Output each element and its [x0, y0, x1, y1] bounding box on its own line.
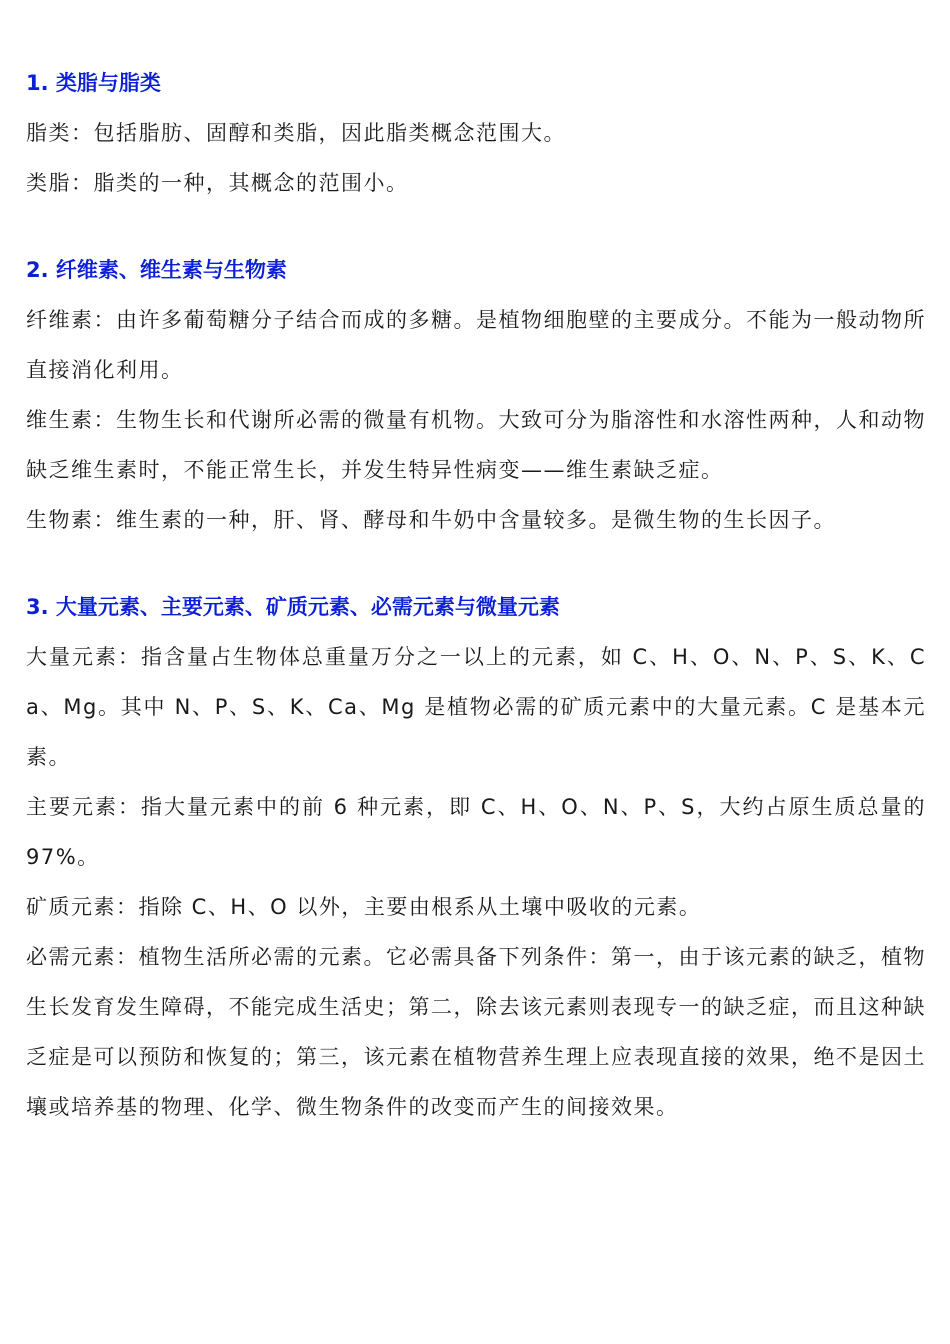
section-elements	[26, 582, 926, 1132]
paragraph: 必需元素：植物生活所必需的元素。它必需具备下列条件：第一，由于该元素的缺乏，植物生长发育发生障碍，不能完成生活史；第二，除去该元素则表现专一的缺乏症，而且这种缺乏症是可以预防和恢复的；第三，该元素在植物营养生理上应表现直接的效果，绝不是因土壤或培养基的物理、化学、微生物条件的改变而产生的间接效果。	[26, 945, 926, 1119]
paragraph: 生物素：维生素的一种，肝、肾、酵母和牛奶中含量较多。是微生物的生长因子。	[26, 508, 836, 532]
paragraph: 矿质元素：指除 C、H、O 以外，主要由根系从土壤中吸收的元素。	[26, 895, 702, 919]
section-heading: 3. 大量元素、主要元素、矿质元素、必需元素与微量元素	[26, 595, 560, 619]
section-heading: 2. 纤维素、维生素与生物素	[26, 258, 287, 282]
paragraph: 类脂：脂类的一种，其概念的范围小。	[26, 171, 409, 195]
paragraph: 维生素：生物生长和代谢所必需的微量有机物。大致可分为脂溶性和水溶性两种，人和动物缺乏维生素时，不能正常生长，并发生特异性病变——维生素缺乏症。	[26, 408, 926, 482]
section-lipids	[26, 58, 926, 208]
section-heading: 1. 类脂与脂类	[26, 71, 161, 95]
section-cellulose-vitamins	[26, 245, 926, 545]
paragraph: 纤维素：由许多葡萄糖分子结合而成的多糖。是植物细胞壁的主要成分。不能为一般动物所直接消化利用。	[26, 308, 926, 382]
document-page	[26, 58, 926, 1169]
paragraph: 主要元素：指大量元素中的前 6 种元素，即 C、H、O、N、P、S，大约占原生质总量的 97%。	[26, 795, 926, 869]
paragraph: 大量元素：指含量占生物体总重量万分之一以上的元素，如 C、H、O、N、P、S、K、Ca、Mg。其中 N、P、S、K、Ca、Mg 是植物必需的矿质元素中的大量元素。C 是基本元素。	[26, 645, 926, 769]
paragraph: 脂类：包括脂肪、固醇和类脂，因此脂类概念范围大。	[26, 121, 566, 145]
